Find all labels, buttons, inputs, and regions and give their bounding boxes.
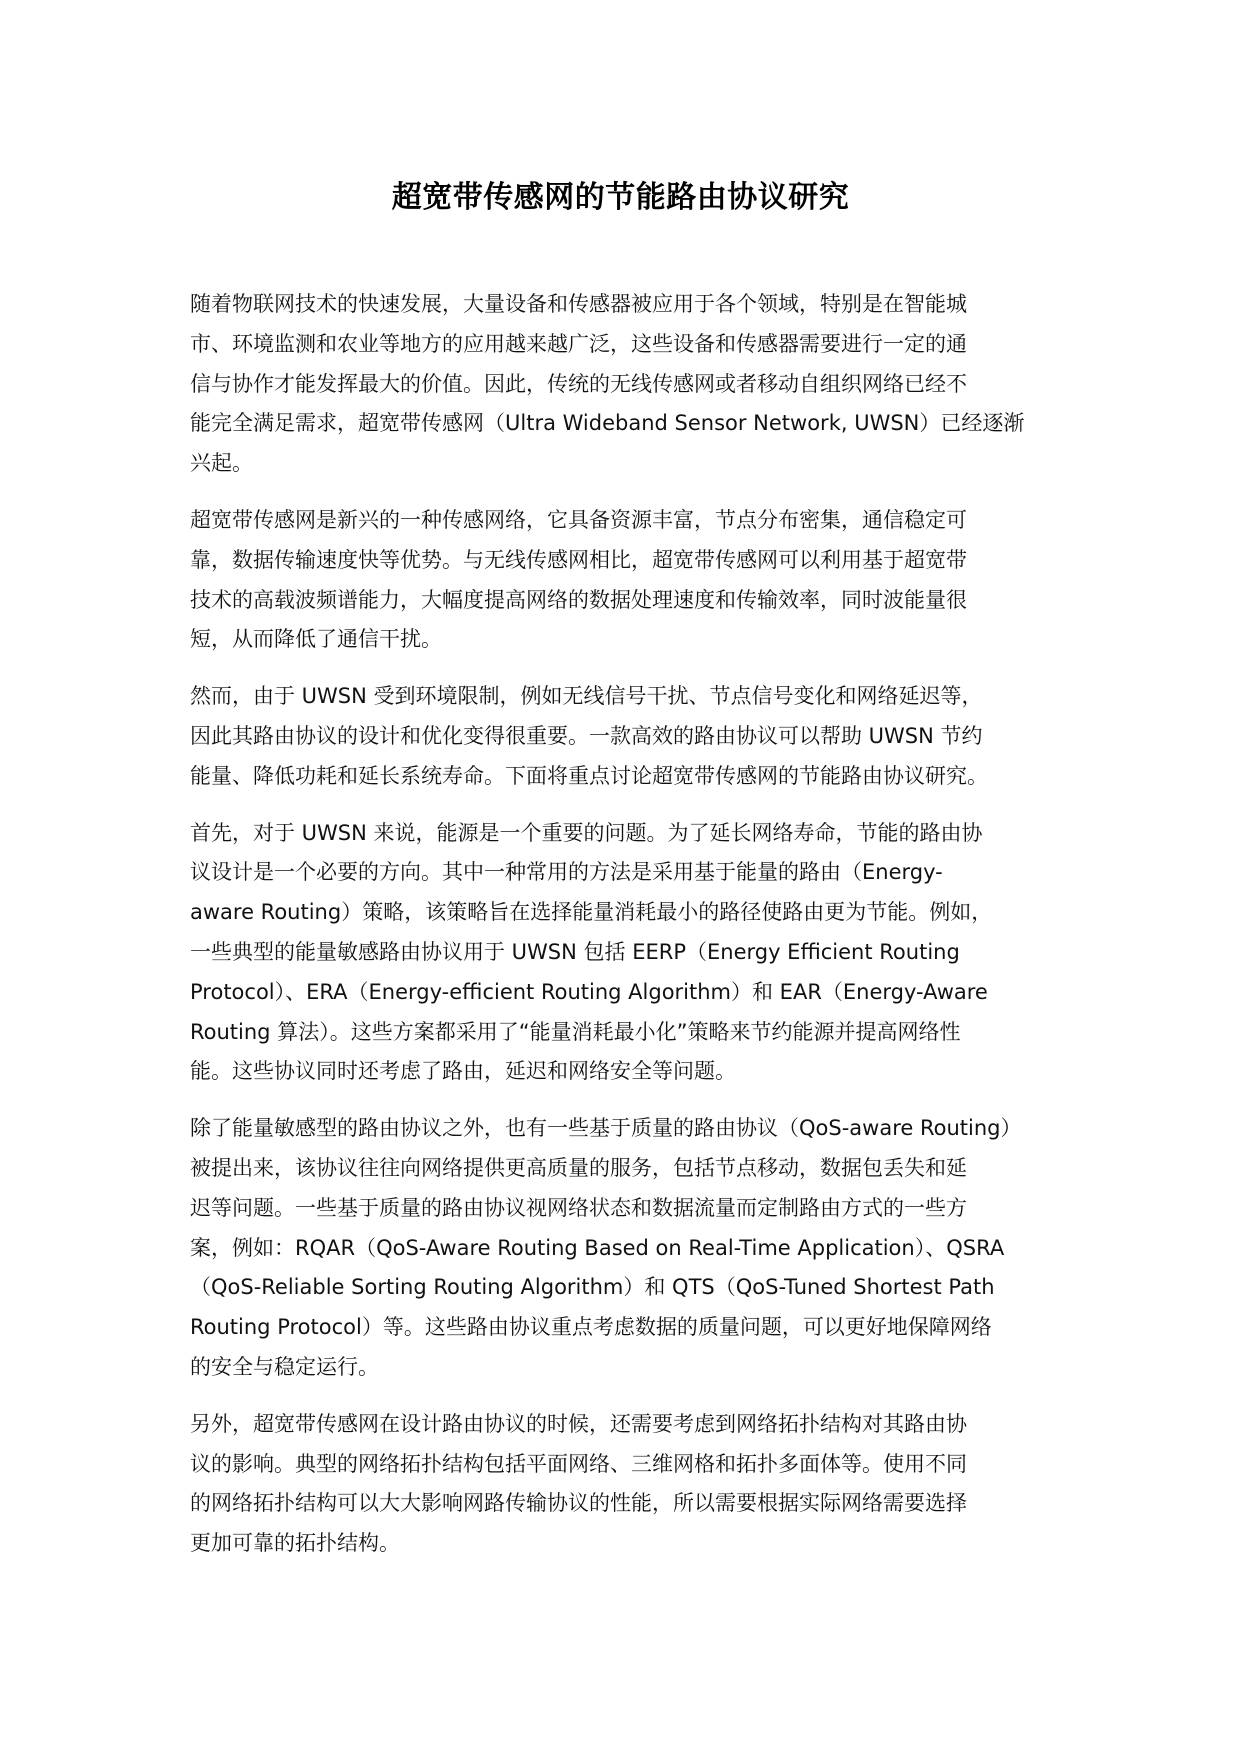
text-line: 随着物联网技术的快速发展，大量设备和传感器被应用于各个领域，特别是在智能城 — [190, 292, 967, 316]
text-line: 首先，对于 UWSN 来说，能源是一个重要的问题。为了延长网络寿命，节能的路由协 — [190, 820, 983, 845]
text-line: 一些典型的能量敏感路由协议用于 UWSN 包括 EERP（Energy Efficient Routing — [190, 939, 960, 964]
text-line: （QoS-Reliable Sorting Routing Algorithm）和 QTS（QoS-Tuned Shortest Path — [190, 1275, 995, 1300]
text-line: 靠，数据传输速度快等优势。与无线传感网相比，超宽带传感网可以利用基于超宽带 — [190, 547, 967, 572]
paragraph — [190, 501, 1090, 660]
text-line: Routing 算法）。这些方案都采用了“能量消耗最小化”策略来节约能源并提高网络性 — [190, 1019, 961, 1044]
text-line: Protocol）、ERA（Energy-efficient Routing Algorithm）和 EAR（Energy-Aware — [190, 979, 988, 1004]
text-line: 信与协作才能发挥最大的价值。因此，传统的无线传感网或者移动自组织网络已经不 — [190, 371, 967, 396]
paragraph — [190, 285, 1090, 484]
document-title: 超宽带传感网的节能路由协议研究 — [391, 180, 850, 215]
text-line: 除了能量敏感型的路由协议之外，也有一些基于质量的路由协议（QoS-aware Routing） — [190, 1116, 1022, 1141]
text-line: 的网络拓扑结构可以大大影响网路传输协议的性能，所以需要根据实际网络需要选择 — [190, 1491, 967, 1516]
text-line: 另外，超宽带传感网在设计路由协议的时候，还需要考虑到网络拓扑结构对其路由协 — [190, 1411, 967, 1436]
paragraph — [190, 677, 1090, 796]
text-line: 案，例如：RQAR（QoS-Aware Routing Based on Real-Time Application）、QSRA — [190, 1235, 1005, 1260]
text-line: 能完全满足需求，超宽带传感网（Ultra Wideband Sensor Network, UWSN）已经逐渐 — [190, 411, 1025, 436]
paragraph — [190, 814, 1090, 1093]
text-line: 议的影响。典型的网络拓扑结构包括平面网络、三维网格和拓扑多面体等。使用不同 — [190, 1451, 967, 1476]
text-line: Routing Protocol）等。这些路由协议重点考虑数据的质量问题，可以更好地保障网络 — [190, 1315, 992, 1340]
text-line: 迟等问题。一些基于质量的路由协议视网络状态和数据流量而定制路由方式的一些方 — [190, 1195, 967, 1220]
text-line: aware Routing）策略，该策略旨在选择能量消耗最小的路径使路由更为节能。例如， — [190, 900, 993, 925]
text-line: 更加可靠的拓扑结构。 — [190, 1531, 400, 1556]
text-line: 能量、降低功耗和延长系统寿命。下面将重点讨论超宽带传感网的节能路由协议研究。 — [190, 763, 988, 788]
document-body — [190, 285, 1090, 1581]
text-line: 然而，由于 UWSN 受到环境限制，例如无线信号干扰、节点信号变化和网络延迟等， — [190, 684, 983, 709]
text-line: 能。这些协议同时还考虑了路由，延迟和网络安全等问题。 — [190, 1059, 736, 1084]
paragraph — [190, 1109, 1090, 1388]
text-line: 超宽带传感网是新兴的一种传感网络，它具备资源丰富，节点分布密集，通信稳定可 — [190, 507, 967, 532]
text-line: 因此其路由协议的设计和优化变得很重要。一款高效的路由协议可以帮助 UWSN 节约 — [190, 723, 983, 748]
text-line: 的安全与稳定运行。 — [190, 1354, 379, 1379]
text-line: 市、环境监测和农业等地方的应用越来越广泛，这些设备和传感器需要进行一定的通 — [190, 331, 967, 356]
text-line: 被提出来，该协议往往向网络提供更高质量的服务，包括节点移动，数据包丢失和延 — [190, 1155, 967, 1180]
paragraph — [190, 1405, 1090, 1564]
text-line: 议设计是一个必要的方向。其中一种常用的方法是采用基于能量的路由（Energy- — [190, 860, 943, 885]
text-line: 兴起。 — [190, 451, 253, 476]
text-line: 短，从而降低了通信干扰。 — [190, 627, 442, 652]
text-line: 技术的高载波频谱能力，大幅度提高网络的数据处理速度和传输效率，同时波能量很 — [190, 587, 967, 612]
